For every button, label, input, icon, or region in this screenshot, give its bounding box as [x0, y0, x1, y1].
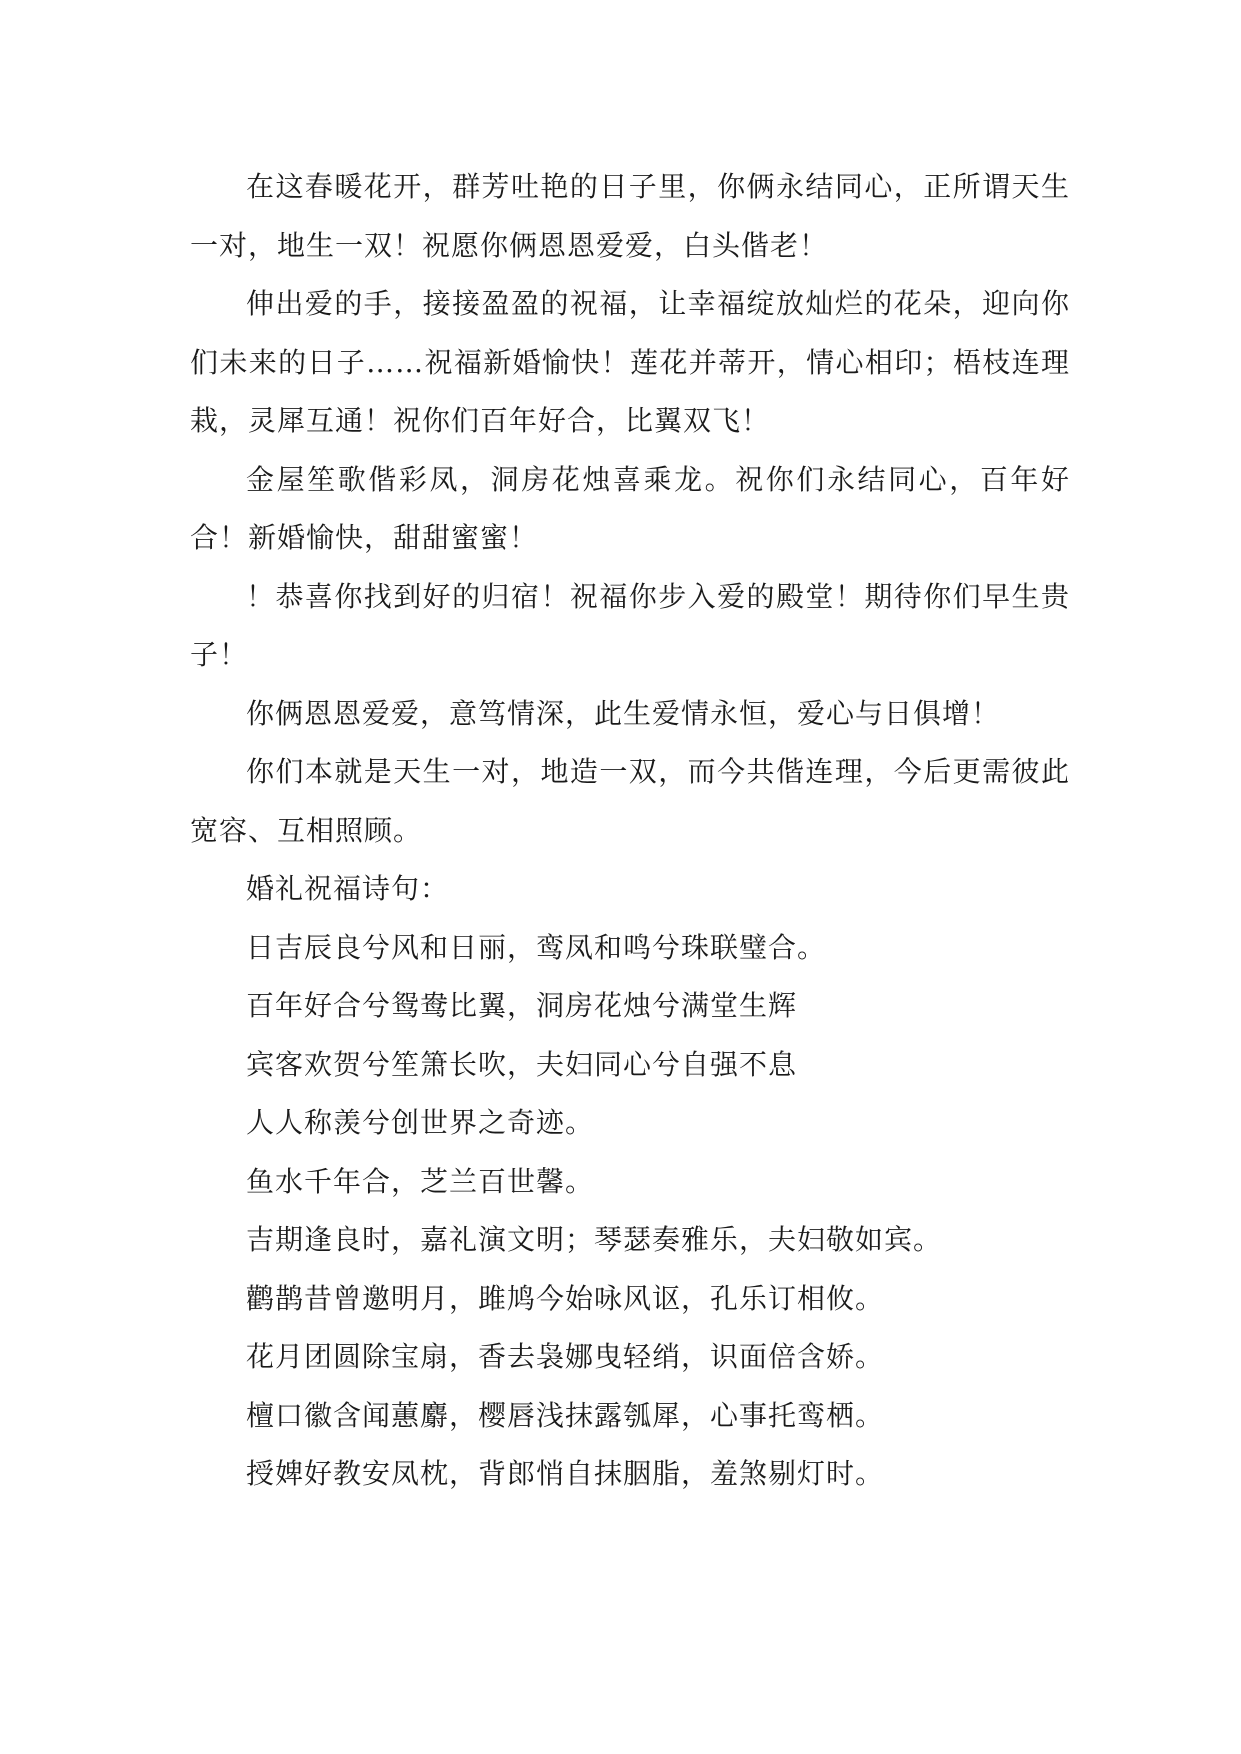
poem-line: 檀口徽含闻蕙麝，樱唇浅抹露瓠犀，心事托鸾栖。 — [246, 1398, 885, 1432]
poem-line: 百年好合兮鸳鸯比翼，洞房花烛兮满堂生辉 — [246, 989, 798, 1022]
paragraph: 你俩恩恩爱爱，意笃情深，此生爱情永恒，爱心与日俱增！ — [246, 696, 1001, 730]
paragraph: 伸出爱的手，接接盈盈的祝福，让幸福绽放灿烂的花朵，迎向你们未来的日子……祝福新婚愉快！莲花并蒂开，情心相印；梧枝连理栽，灵犀互通！祝你们百年好合，比翼双飞！ — [190, 287, 1070, 437]
poem-line: 人人称羡兮创世界之奇迹。 — [246, 1106, 595, 1139]
poem-line: 花月团圆除宝扇，香去袅娜曳轻绡，识面倍含娇。 — [246, 1340, 885, 1373]
document-page — [190, 158, 1070, 1504]
paragraph: 在这春暖花开，群芳吐艳的日子里，你俩永结同心，正所谓天生一对，地生一双！祝愿你俩恩恩爱爱，白头偕老！ — [190, 170, 1070, 262]
paragraph: 金屋笙歌偕彩凤，洞房花烛喜乘龙。祝你们永结同心，百年好合！新婚愉快，甜甜蜜蜜！ — [190, 462, 1070, 554]
poem-line: 授婢好教安凤枕，背郎悄自抹胭脂，羞煞剔灯时。 — [246, 1457, 885, 1490]
poem-line: 宾客欢贺兮笙箫长吹，夫妇同心兮自强不息 — [246, 1047, 798, 1081]
poem-line: 吉期逢良时，嘉礼演文明；琴瑟奏雅乐，夫妇敬如宾。 — [246, 1223, 943, 1256]
poem-line: 鹳鹊昔曾邀明月，雎鸠今始咏风讴，孔乐订相攸。 — [246, 1281, 885, 1315]
poem-heading: 婚礼祝福诗句： — [246, 872, 450, 905]
paragraph: ！恭喜你找到好的归宿！祝福你步入爱的殿堂！期待你们早生贵子！ — [190, 579, 1070, 671]
poem-line: 鱼水千年合，芝兰百世馨。 — [246, 1164, 595, 1198]
poem-line: 日吉辰良兮风和日丽，鸾凤和鸣兮珠联璧合。 — [246, 930, 827, 964]
paragraph: 你们本就是天生一对，地造一双，而今共偕连理，今后更需彼此宽容、互相照顾。 — [190, 755, 1070, 847]
